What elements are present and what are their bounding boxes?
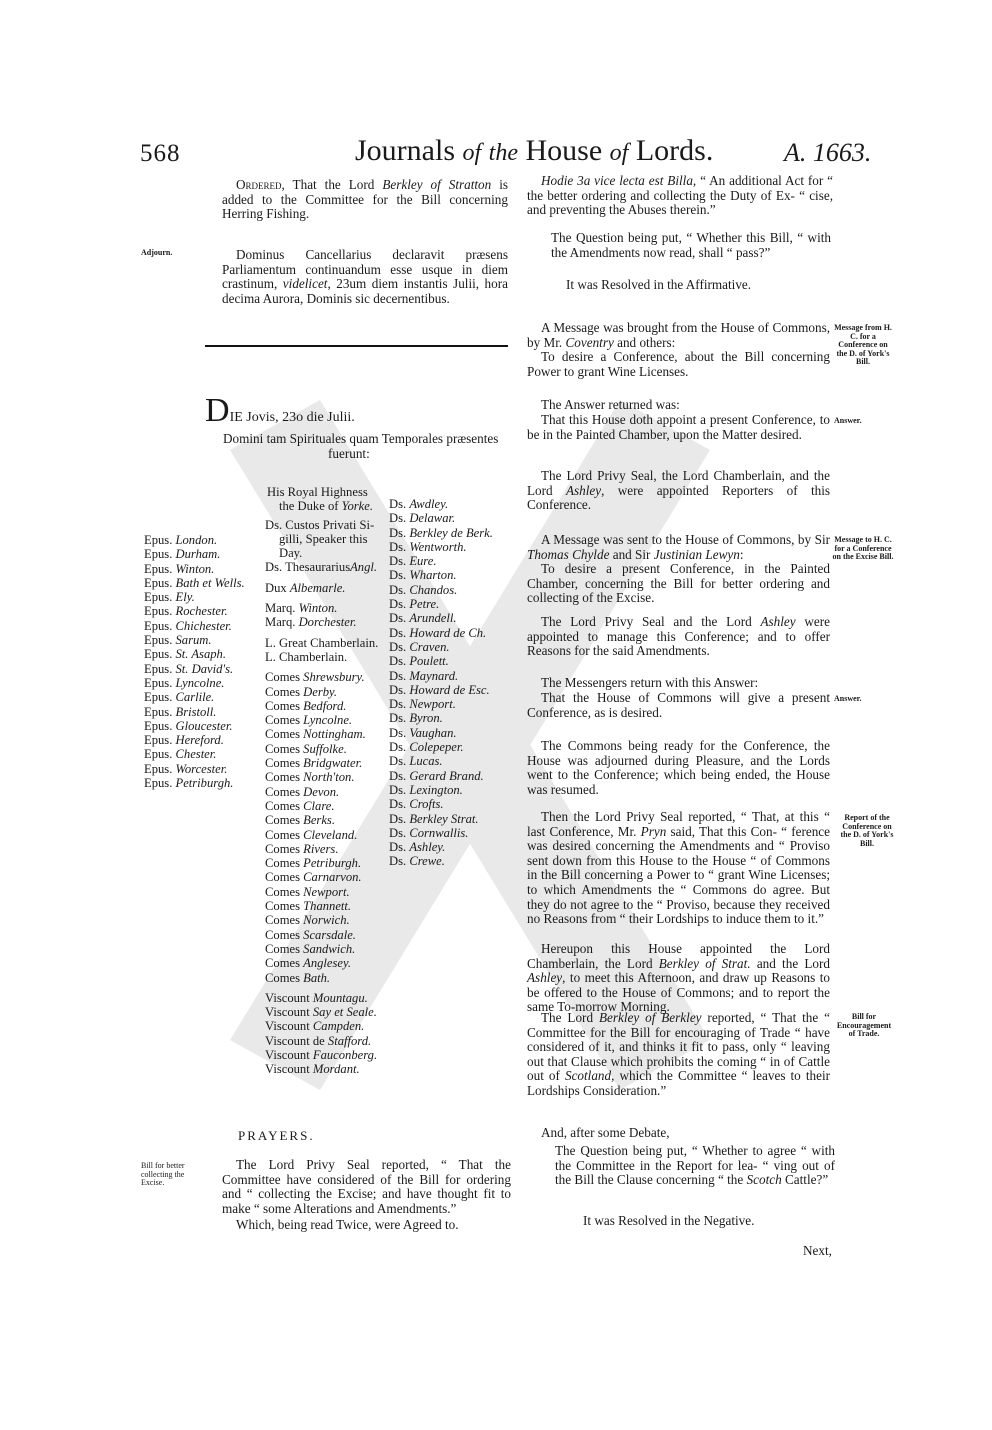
bishop-see: Bristoll. [175, 704, 217, 719]
baron-name: Delawar. [409, 511, 456, 526]
bishop-see: Gloucester. [175, 718, 233, 733]
bishop-see: St. Asaph. [175, 647, 226, 662]
baron-name: Cornwallis. [409, 825, 469, 840]
margin-note-trade: Bill for Encouragement of Trade. [836, 1012, 892, 1039]
baron-entry [389, 754, 493, 768]
message-to-hc: A Message was sent to the House of Commons, by Sir Thomas Chylde and Sir Justinian Lewyn: [527, 532, 830, 562]
comes-entry [265, 727, 378, 741]
baron-name: Craven. [409, 639, 450, 654]
comes-name: Devon. [303, 784, 340, 799]
barons-list [389, 497, 493, 869]
baron-title: Ds. [389, 825, 407, 840]
baron-title: Ds. [389, 639, 407, 654]
baron-name: Berkley de Berk. [409, 525, 493, 540]
bishop-see: Bath et Wells. [175, 575, 245, 590]
catchword: Next, [803, 1243, 832, 1258]
viscount-title: Viscount [265, 1047, 310, 1062]
comes-title: Comes [265, 884, 300, 899]
peer-entry: Marq. Dorchester. [265, 615, 357, 630]
bill-excise-paragraph: The Lord Privy Seal reported, “ That the Committee have considered of the Bill for ordering and “ collecting the Excise; and have thought fit to make “ some Alterations and Amendments.” [222, 1157, 511, 1216]
hodie-paragraph: Hodie 3a vice lecta est Billa, “ An additional Act for “ the better ordering and collecting the Duty of Ex- “ cise, and preventing the Abuses therein.” [527, 173, 833, 218]
bishop-title: Epus. [144, 575, 173, 590]
comes-entry [265, 699, 378, 713]
baron-title: Ds. [389, 611, 407, 626]
baron-entry [389, 554, 493, 568]
baron-title: Ds. [389, 840, 407, 855]
answer-returned: The Answer returned was: [541, 397, 680, 412]
baron-entry [389, 640, 493, 654]
baron-entry [389, 854, 493, 868]
baron-name: Colepeper. [409, 740, 464, 755]
baron-name: Gerard Brand. [409, 768, 484, 783]
title-word: Journals [355, 134, 455, 167]
comes-title: Comes [265, 827, 300, 842]
baron-title: Ds. [389, 740, 407, 755]
comes-entry [265, 785, 378, 799]
peer-entry: Dux Albemarle. [265, 580, 346, 595]
bishop-entry [144, 733, 245, 747]
comes-entry [265, 742, 378, 756]
viscount-name: Mountagu. [312, 990, 368, 1005]
bishop-title: Epus. [144, 690, 173, 705]
divider-rule [205, 345, 508, 347]
message-to-hc-desire: To desire a present Conference, in the Painted Chamber, concerning the Bill for better ordering and collecting of the Excise. [527, 561, 830, 606]
comes-title: Comes [265, 913, 300, 928]
viscount-name: Stafford. [327, 1033, 372, 1048]
baron-entry [389, 568, 493, 582]
comes-name: Bedford. [303, 698, 347, 713]
bishop-title: Epus. [144, 590, 173, 605]
comes-title: Comes [265, 770, 300, 785]
title-word: of [609, 140, 629, 166]
peer-entry: the Duke of Yorke. [279, 499, 373, 514]
bill-excise-after: Which, being read Twice, were Agreed to. [236, 1217, 459, 1232]
bishop-entry [144, 647, 245, 661]
baron-entry [389, 726, 493, 740]
comes-title: Comes [265, 927, 300, 942]
comes-name: Carnarvon. [303, 870, 362, 885]
comes-entry [265, 828, 378, 842]
comes-entry [265, 928, 378, 942]
bishop-title: Epus. [144, 675, 173, 690]
bishop-entry [144, 705, 245, 719]
baron-entry [389, 826, 493, 840]
comes-title: Comes [265, 870, 300, 885]
peer-entry: L. Chamberlain. [265, 649, 348, 664]
comes-entry [265, 942, 378, 956]
margin-note-report: Report of the Conference on the D. of York's Bill. [840, 813, 894, 848]
comes-name: Suffolke. [303, 741, 347, 756]
comes-title: Comes [265, 713, 300, 728]
bishop-entry [144, 676, 245, 690]
bishop-see: Winton. [175, 561, 215, 576]
baron-name: Crofts. [409, 797, 444, 812]
viscount-entry [265, 1062, 378, 1076]
ordered-paragraph: Ordered, That the Lord Berkley of Stratton is added to the Committee for the Bill concerning Herring Fishing. [222, 177, 508, 222]
resolved-1: It was Resolved in the Affirmative. [566, 277, 752, 292]
bishop-see: London. [175, 533, 218, 547]
baron-title: Ds. [389, 497, 407, 511]
bishop-see: Lyncolne. [175, 675, 225, 690]
question-1: The Question being put, “ Whether this Bill, “ with the Amendments now read, shall “ pass?” [551, 230, 831, 260]
bishop-entry [144, 776, 245, 790]
comes-name: Clare. [303, 798, 335, 813]
baron-title: Ds. [389, 625, 407, 640]
baron-entry [389, 497, 493, 511]
baron-name: Eure. [409, 554, 437, 569]
die-heading [205, 392, 355, 430]
comes-title: Comes [265, 856, 300, 871]
bishop-entry [144, 662, 245, 676]
baron-entry [389, 740, 493, 754]
viscount-entry [265, 1048, 378, 1062]
peer-entry: His Royal Highness [267, 485, 368, 499]
bishop-title: Epus. [144, 604, 173, 619]
baron-name: Chandos. [409, 582, 458, 597]
baron-title: Ds. [389, 668, 407, 683]
baron-entry [389, 511, 493, 525]
bishop-entry [144, 576, 245, 590]
peer-entry: gilli, Speaker this [279, 531, 368, 546]
comes-title: Comes [265, 899, 300, 914]
baron-name: Howard de Esc. [409, 682, 490, 697]
baron-name: Poulett. [409, 654, 449, 669]
baron-name: Petre. [409, 597, 440, 612]
bishop-entry [144, 719, 245, 733]
bishop-title: Epus. [144, 718, 173, 733]
viscount-title: Viscount [265, 1019, 310, 1034]
comes-name: Thannett. [303, 899, 352, 914]
comes-entry [265, 670, 378, 684]
bishop-see: Worcester. [175, 761, 228, 776]
baron-name: Arundell. [409, 611, 457, 626]
bishop-see: St. David's. [175, 661, 234, 676]
baron-name: Lexington. [409, 782, 463, 797]
messengers-return: The Messengers return with this Answer: [541, 675, 759, 690]
baron-name: Ashley. [409, 840, 446, 855]
viscount-name: Fauconberg. [312, 1047, 378, 1062]
comes-name: Sandwich. [303, 941, 356, 956]
bishop-title: Epus. [144, 633, 173, 648]
margin-note-bill-excise: Bill for better collecting the Excise. [141, 1161, 185, 1188]
message-desire: To desire a Conference, about the Bill concerning Power to grant Wine Licenses. [527, 349, 830, 379]
comes-name: Norwich. [303, 913, 350, 928]
baron-title: Ds. [389, 682, 407, 697]
peers-list [265, 485, 378, 1077]
comes-entry [265, 870, 378, 884]
comes-entry [265, 956, 378, 970]
title-word: Lords. [635, 134, 714, 167]
viscount-title: Viscount de [265, 1033, 325, 1048]
baron-entry [389, 626, 493, 640]
comes-name: Scarsdale. [303, 927, 356, 942]
margin-note-answer: Answer. [834, 416, 862, 425]
bishop-entry [144, 562, 245, 576]
peer-entry: Ds. ThesaurariusAngl. [265, 560, 378, 575]
comes-name: Petriburgh. [303, 856, 362, 871]
baron-name: Crewe. [409, 854, 445, 869]
baron-title: Ds. [389, 854, 407, 869]
bishop-entry [144, 533, 245, 547]
report-paragraph: Then the Lord Privy Seal reported, “ That, at this “ last Conference, Mr. Pryn said, That this Con- “ ference was desired concerning the Amendments and “ Proviso sent down from this House to the House “ of Commons in the Bill concerning a Power to “ grant Wine Licenses; to which Amendments the “ Commons do agree. But they do not agree to the “ Proviso, because they received no Reasons from “ their Lordships to induce them to it.” [527, 809, 830, 927]
baron-title: Ds. [389, 554, 407, 569]
viscount-entry [265, 1034, 378, 1048]
baron-name: Lucas. [409, 754, 443, 769]
comes-name: Berks. [303, 813, 335, 828]
commons-ready-paragraph: The Commons being ready for the Conference, the House was adjourned during Pleasure, and the Lords went to the Conference; which being ended, the House was resumed. [527, 738, 830, 797]
bishop-title: Epus. [144, 733, 173, 748]
bishop-entry [144, 690, 245, 704]
baron-title: Ds. [389, 525, 407, 540]
margin-note-message-to-hc: Message to H. C. for a Conference on the Excise Bill. [832, 535, 894, 562]
baron-title: Ds. [389, 725, 407, 740]
baron-title: Ds. [389, 582, 407, 597]
baron-entry [389, 540, 493, 554]
viscount-entry [265, 1005, 378, 1019]
die-initial: D [205, 392, 230, 429]
page-year: A. 1663. [784, 138, 872, 167]
comes-name: Rivers. [303, 841, 339, 856]
baron-name: Wentworth. [409, 539, 467, 554]
baron-name: Maynard. [409, 668, 459, 683]
comes-name: Bridgwater. [303, 756, 363, 771]
baron-entry [389, 840, 493, 854]
manage-paragraph: The Lord Privy Seal and the Lord Ashley were appointed to manage this Conference; and to offer Reasons for the said Amendments. [527, 614, 830, 659]
comes-name: Newport. [303, 884, 350, 899]
viscount-name: Say et Seale. [312, 1005, 377, 1020]
viscount-entry [265, 1019, 378, 1033]
answer-text: That this House doth appoint a present Conference, to be in the Painted Chamber, upon the Matter desired. [527, 412, 830, 442]
bishop-entry [144, 747, 245, 761]
baron-title: Ds. [389, 654, 407, 669]
comes-entry [265, 913, 378, 927]
baron-title: Ds. [389, 797, 407, 812]
bishop-title: Epus. [144, 618, 173, 633]
viscounts-list [265, 991, 378, 1077]
page-title [355, 134, 713, 168]
baron-entry [389, 611, 493, 625]
bishop-see: Ely. [175, 590, 195, 605]
comes-name: Lyncolne. [303, 713, 353, 728]
baron-name: Wharton. [409, 568, 457, 583]
bishop-title: Epus. [144, 761, 173, 776]
comes-title: Comes [265, 970, 300, 985]
reporters-paragraph: The Lord Privy Seal, the Lord Chamberlain, and the Lord Ashley, were appointed Reporters of this Conference. [527, 468, 830, 513]
bishop-see: Chichester. [175, 618, 232, 633]
peer-entry: L. Great Chamberlain. [265, 635, 379, 650]
comes-name: Bath. [303, 970, 331, 985]
title-word: of [462, 140, 482, 166]
comes-entry [265, 756, 378, 770]
baron-title: Ds. [389, 568, 407, 583]
bishop-see: Carlile. [175, 690, 215, 705]
die-text: IE Jovis, 23o die Julii. [229, 410, 355, 425]
bishop-title: Epus. [144, 747, 173, 762]
bishop-title: Epus. [144, 533, 173, 547]
bishop-title: Epus. [144, 776, 173, 791]
message-from-hc: A Message was brought from the House of Commons, by Mr. Coventry and others: [527, 320, 830, 350]
comes-entry [265, 685, 378, 699]
comes-title: Comes [265, 784, 300, 799]
comes-title: Comes [265, 798, 300, 813]
answer-2-text: That the House of Commons will give a present Conference, as is desired. [527, 690, 830, 720]
bishop-title: Epus. [144, 647, 173, 662]
baron-entry [389, 654, 493, 668]
comes-name: Derby. [303, 684, 338, 699]
baron-title: Ds. [389, 697, 407, 712]
comes-title: Comes [265, 956, 300, 971]
comes-entry [265, 971, 378, 985]
comites-list [265, 670, 378, 985]
baron-title: Ds. [389, 811, 407, 826]
comes-entry [265, 813, 378, 827]
bishop-title: Epus. [144, 561, 173, 576]
comes-name: North'ton. [303, 770, 355, 785]
comes-name: Shrewsbury. [303, 670, 365, 685]
bishop-see: Hereford. [175, 733, 224, 748]
peer-entry: Day. [279, 546, 303, 561]
prayers-heading: PRAYERS. [238, 1128, 315, 1143]
comes-name: Anglesey. [303, 956, 352, 971]
baron-entry [389, 783, 493, 797]
bishop-title: Epus. [144, 661, 173, 676]
comes-entry [265, 856, 378, 870]
comes-entry [265, 899, 378, 913]
comes-title: Comes [265, 756, 300, 771]
domini-line: Domini tam Spirituales quam Temporales præsentes fuerunt: [223, 431, 499, 461]
resolved-2: It was Resolved in the Negative. [583, 1213, 755, 1228]
comes-name: Nottingham. [303, 727, 366, 742]
baron-entry [389, 812, 493, 826]
comes-title: Comes [265, 741, 300, 756]
bishop-entry [144, 619, 245, 633]
bishop-title: Epus. [144, 704, 173, 719]
baron-entry [389, 711, 493, 725]
comes-entry [265, 770, 378, 784]
margin-note-adjourn: Adjourn. [141, 248, 173, 257]
baron-title: Ds. [389, 597, 407, 612]
baron-title: Ds. [389, 754, 407, 769]
margin-note-answer-2: Answer. [834, 694, 862, 703]
hereupon-paragraph: Hereupon this House appointed the Lord Chamberlain, the Lord Berkley of Strat. and the Lord Ashley, to meet this Afternoon, and draw up Reasons to be offered to the House of Commons; and to report the same To-morrow Morning. [527, 941, 831, 1015]
comes-title: Comes [265, 727, 300, 742]
comes-title: Comes [265, 841, 300, 856]
peer-entry: Ds. Custos Privati Si- [265, 517, 375, 532]
margin-note-message-from-hc: Message from H. C. for a Conference on the D. of York's Bill. [834, 323, 892, 367]
comes-entry [265, 885, 378, 899]
baron-name: Vaughan. [409, 725, 457, 740]
comes-entry [265, 799, 378, 813]
viscount-name: Mordant. [312, 1062, 360, 1077]
baron-name: Berkley Strat. [409, 811, 479, 826]
viscount-title: Viscount [265, 1005, 310, 1020]
bishop-entry [144, 762, 245, 776]
viscount-title: Viscount [265, 1062, 310, 1077]
baron-name: Newport. [409, 697, 456, 712]
bishop-see: Durham. [175, 547, 221, 562]
bishop-see: Petriburgh. [175, 776, 234, 791]
viscount-entry [265, 991, 378, 1005]
baron-entry [389, 769, 493, 783]
comes-entry [265, 713, 378, 727]
baron-entry [389, 669, 493, 683]
bishop-entry [144, 547, 245, 561]
viscount-name: Campden. [312, 1019, 365, 1034]
baron-name: Awdley. [409, 497, 449, 511]
bishop-see: Rochester. [175, 604, 228, 619]
comes-name: Cleveland. [303, 827, 358, 842]
baron-title: Ds. [389, 539, 407, 554]
viscount-title: Viscount [265, 990, 310, 1005]
baron-entry [389, 583, 493, 597]
bishop-entry [144, 633, 245, 647]
bishop-see: Sarum. [175, 633, 212, 648]
baron-title: Ds. [389, 711, 407, 726]
comes-title: Comes [265, 813, 300, 828]
baron-entry [389, 597, 493, 611]
trade-paragraph: The Lord Berkley of Berkley reported, “ That the “ Committee for the Bill for encouraging of Trade “ have considered of it, and thinks it fit to pass, only “ leaving out that Clause which prohibits the coming “ in of Cattle out of Scotland, which the Committee “ leaves to their Lordships Consideration.” [527, 1010, 831, 1098]
title-word: the [488, 140, 518, 166]
bishop-entry [144, 604, 245, 618]
baron-entry [389, 697, 493, 711]
peer-entry: Marq. Winton. [265, 601, 338, 616]
baron-name: Byron. [409, 711, 443, 726]
comes-title: Comes [265, 941, 300, 956]
title-word: House [525, 134, 603, 167]
baron-name: Howard de Ch. [409, 625, 487, 640]
baron-entry [389, 526, 493, 540]
page-number: 568 [140, 140, 181, 167]
bishop-entry [144, 590, 245, 604]
comes-title: Comes [265, 698, 300, 713]
bishops-list [144, 533, 245, 790]
bishop-see: Chester. [175, 747, 217, 762]
baron-title: Ds. [389, 511, 407, 526]
question-2: The Question being put, “ Whether to agree “ with the Committee in the Report for lea- “ ving out of the Bill the Clause concerning “ the Scotch Cattle?” [555, 1143, 835, 1188]
after-debate: And, after some Debate, [541, 1125, 670, 1140]
comes-title: Comes [265, 670, 300, 685]
bishop-title: Epus. [144, 547, 173, 562]
baron-title: Ds. [389, 768, 407, 783]
baron-entry [389, 683, 493, 697]
baron-title: Ds. [389, 782, 407, 797]
adjourn-paragraph: Dominus Cancellarius declaravit præsens Parliamentum continuandum esse usque in diem crastinum, videlicet, 23um diem instantis Julii, hora decima Aurora, Dominis sic decernentibus. [222, 247, 508, 306]
comes-entry [265, 842, 378, 856]
baron-entry [389, 797, 493, 811]
comes-title: Comes [265, 684, 300, 699]
